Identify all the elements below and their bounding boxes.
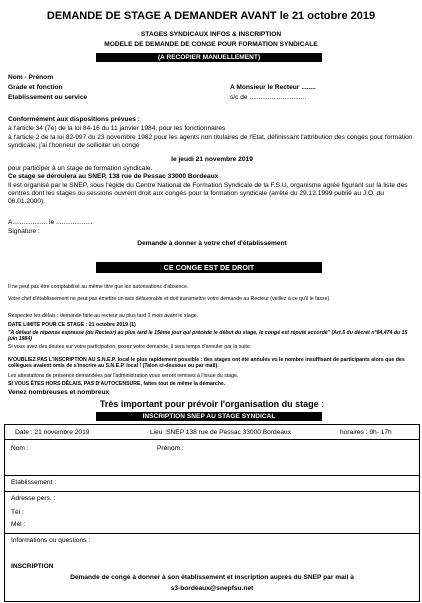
letter-organizer: Il est organisé par le SNEP, sous l'égide du Centre National de Formation Syndicale de la F.S.U, organisme agréé figurant sur la liste des centres dont les stages ou sessions ouvrent droit aux congés pour la formation syndicale (arrêté du 29.12.1999 publié au J.O. du 06.01.2000). — [8, 182, 408, 206]
letter-intro: Conformément aux dispositions prévues : — [8, 116, 140, 123]
registration-form — [4, 424, 420, 602]
identity-name: Nom - Prénom — [8, 74, 54, 81]
registration-banner: INSCRIPTION SNEP AU STAGE SYNDICAL — [96, 412, 322, 421]
form-date: Date : 21 novembre 2019 — [15, 429, 90, 436]
letter-article-1: à l'article 34 (7è) de la loi 84-16 du 11 janvier 1984, pour les fonctionnaires — [8, 125, 226, 132]
letter-location: Ce stage se déroulera au SNEP, 138 rue de Pessac 33000 Bordeaux — [8, 173, 219, 180]
rule-7: SI VOUS ÊTES HORS DÉLAIS, PAS D'AUTOCENSURE, faites tout de même la démarche. — [8, 381, 226, 387]
deadline-note: "A défaut de réponse expresse (du Recteur) au plus tard le 15ème jour qui précède le début du stage, le congé est réputé accordé" (Art.5 du décret n°84.474 du 15 juin 1984) — [8, 330, 408, 343]
identity-to: A Monsieur le Recteur ........ — [230, 84, 316, 91]
rule-3: Respectez les délais : demande faite au recteur au plus tard 1 mois avant le stage. — [8, 313, 199, 319]
page-title: DEMANDE DE STAGE A DEMANDER AVANT le 21 octobre 2019 — [46, 10, 376, 22]
form-lieu: Lieu :SNEP 138 rue de Pessac 33000 Bordeaux — [150, 429, 292, 436]
letter-date: le jeudi 21 novembre 2019 — [171, 156, 253, 163]
rule-2: Votre chef d'établissement ne peut pas émettre un avis défavorable et doit transmettre votre demande au Recteur (veillez à ce qu'il le fasse). — [8, 296, 331, 302]
rule-6: Les attestations de présence demandées par l'administration vous seront remises à l'issue du stage. — [8, 373, 239, 379]
form-demande: Demande de congé à donner à son établissement et inscription auprès du SNEP par mail à — [70, 574, 354, 581]
letter-place-date: A................... le .................... — [8, 219, 93, 226]
subtitle-1: STAGES SYNDICAUX INFOS & INSCRIPTION — [140, 31, 282, 38]
form-tel[interactable]: Tél : — [11, 509, 24, 516]
rule-8: Venez nombreuses et nombreux — [8, 389, 110, 396]
form-nom[interactable]: Nom : — [11, 445, 29, 452]
identity-sc: s/c de ............................... — [230, 94, 307, 101]
form-prenom[interactable]: Prénom : — [157, 445, 184, 452]
subtitle-2: MODELE DE DEMANDE DE CONGE POUR FORMATION SYNDICALE — [104, 41, 318, 48]
letter-article-2: à l'article 2 de la loi 82-997 du 23 novembre 1982 pour les agents non titulaires de l'Etat, définissant l'attribution des congés pour formation syndicale, j'ai l'honneur de solliciter un congé — [8, 134, 413, 150]
identity-etab: Etablissement ou service — [8, 94, 88, 101]
important-note: Très important pour prévoir l'organisation du stage : — [99, 399, 325, 409]
header-banner: (A RECOPIER MANUELLEMENT) — [96, 53, 322, 62]
deadline: DATE LIMITE POUR CE STAGE : 21 octobre 2019 (1) — [8, 322, 136, 328]
form-inscription: INSCRIPTION — [11, 563, 54, 570]
section-banner: CE CONGE EST DE DROIT — [96, 262, 322, 273]
identity-grade: Grade et fonction — [8, 84, 63, 91]
rule-4: Si vous avez des doutes sur votre participation, posez votre demande, il sera temps d'annuler par la suite. — [8, 344, 252, 350]
letter-signature: Signature : — [8, 228, 40, 235]
rule-1: Il ne peut pas être comptabilisé au même titre que les autorisations d'absence. — [8, 284, 189, 290]
rule-5: N'OUBLIEZ PAS L'INSCRIPTION AU S.N.E.P. local le plus rapidement possible : des stages ont été annulés vu le nombre insuffisant de participants alors que des collègues avaient omis de s'inscrire au S.N.E.P. local ! (Talon ci-dessous ou par mail). — [8, 357, 405, 370]
form-mel[interactable]: Mél : — [11, 521, 26, 528]
form-email[interactable]: s3-bordeaux@snepfsu.net — [170, 585, 254, 592]
form-infos[interactable]: Informations ou questions : — [11, 537, 91, 544]
form-adresse[interactable]: Adresse pers. : — [11, 495, 56, 502]
letter-purpose: pour participer à un stage de formation syndicale. — [8, 165, 153, 172]
letter-note: Demande à donner à votre chef d'établissement — [137, 240, 287, 247]
form-etab[interactable]: Etablissement : — [11, 479, 57, 486]
form-horaires: horaires : 9h- 17h — [340, 429, 392, 436]
